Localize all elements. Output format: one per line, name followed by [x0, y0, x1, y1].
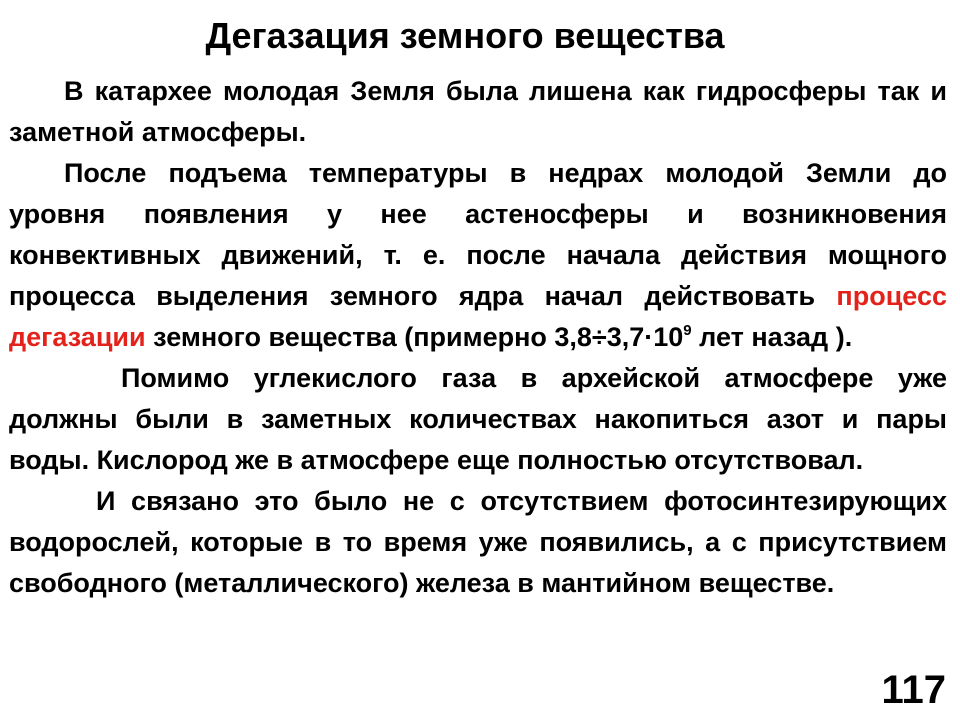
paragraph-text-before-highlight: После подъема температуры в недрах молодой Земли до уровня появления у нее астеносферы и возникновения конвективных движений, т. е. после начала действия мощного процесса выделения земного ядра начал действовать [9, 158, 947, 311]
paragraph-text-after-highlight: земного вещества (примерно 3,8÷3,7·10 [145, 322, 684, 352]
exponent: 9 [683, 322, 692, 339]
slide-title: Дегазация земного вещества [205, 15, 725, 56]
paragraph-katarkhey: В катархее молодая Земля была лишена как гидросферы так и заметной атмосферы. [9, 76, 947, 147]
page-number: 117 [881, 668, 946, 712]
paragraph-degassing-start [9, 153, 947, 358]
paragraph-text-after-exponent: лет назад ). [691, 322, 853, 352]
paragraph-archean-atmosphere: Помимо углекислого газа в архейской атмосфере уже должны были в заметных количествах накопиться азот и пары воды. Кислород же в атмосфере еще полностью отсутствовал. [9, 363, 947, 475]
paragraph-free-iron: И связано это было не с отсутствием фотосинтезирующих водорослей, которые в то время уже появились, а с присутствием свободного (металлического) железа в мантийном веществе. [9, 486, 947, 598]
highlighted-term-degassing: процесс дегазации [9, 281, 947, 352]
slide-body [9, 71, 947, 604]
